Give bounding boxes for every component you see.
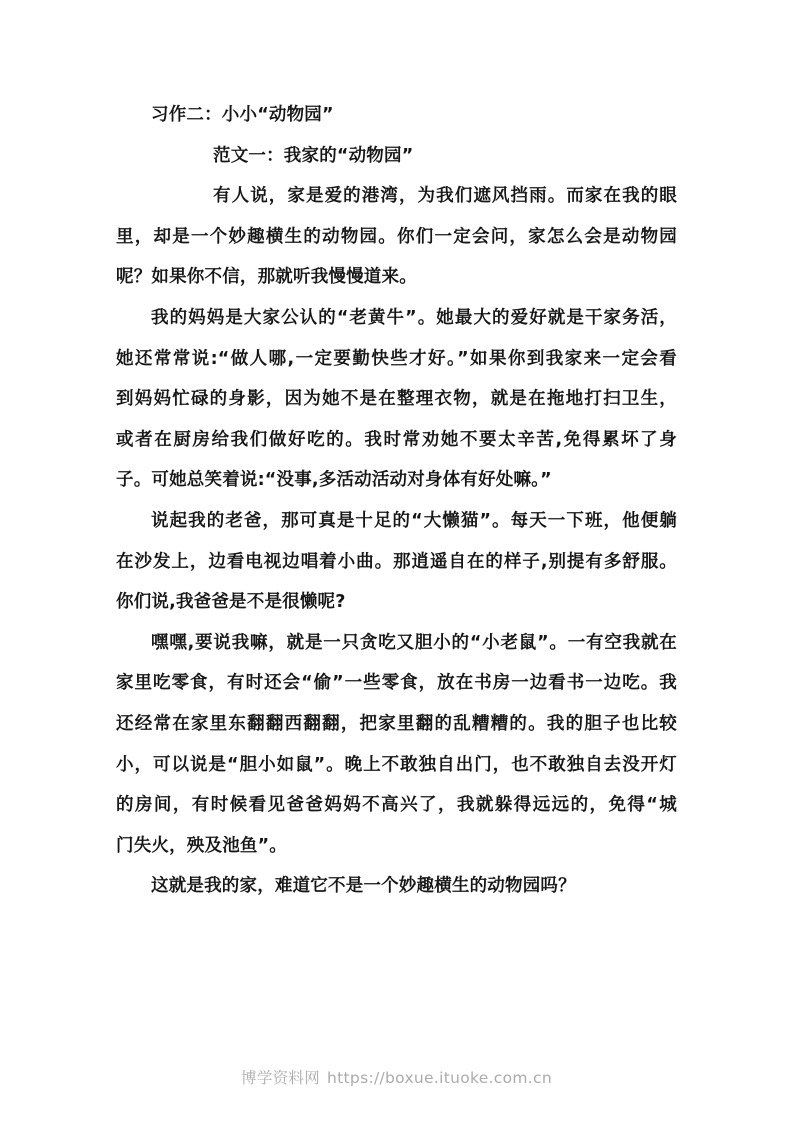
essay-line: 到妈妈忙碌的身影，因为她不是在整理衣物，就是在拖地打扫卫生， (116, 389, 677, 410)
essay-line: 里，却是一个妙趣横生的动物园。你们一定会问，家怎么会是动物园 (116, 226, 677, 247)
essay-line: 小，可以说是“胆小如鼠”。晚上不敢独自出门，也不敢独自去没开灯 (116, 754, 677, 775)
essay-line: 子。可她总笑着说:“没事,多活动活动对身体有好处嘛。” (116, 470, 552, 491)
essay-line: 在沙发上，边看电视边唱着小曲。那逍遥自在的样子,别提有多舒服。 (116, 551, 677, 572)
essay-line: 家里吃零食，有时还会“偷”一些零食，放在书房一边看书一边吃。我 (116, 673, 677, 694)
essay-line: 还经常在家里东翻翻西翻翻，把家里翻的乱糟糟的。我的胆子也比较 (116, 713, 677, 734)
essay-line: 嘿嘿,要说我嘛，就是一只贪吃又胆小的“小老鼠”。一有空我就在 (151, 632, 677, 653)
footer-url: https://boxue.ituoke.com.cn (327, 1069, 552, 1087)
essay-body (116, 95, 677, 907)
essay-line: 这就是我的家，难道它不是一个妙趣横生的动物园吗？ (151, 876, 576, 897)
page-footer (0, 1066, 793, 1088)
essay-line: 或者在厨房给我们做好吃的。我时常劝她不要太辛苦,免得累坏了身 (116, 429, 677, 450)
essay-line: 呢？如果你不信，那就听我慢慢道来。 (116, 267, 417, 288)
essay-line: 说起我的老爸，那可真是十足的“大懒猫”。每天一下班，他便躺 (151, 510, 677, 531)
essay-line: 你们说,我爸爸是不是很懒呢? (116, 592, 346, 613)
essay-subtitle: 范文一：我家的“动物园” (213, 145, 414, 166)
essay-line: 她还常常说:“做人哪,一定要勤快些才好。”如果你到我家来一定会看 (116, 348, 677, 369)
essay-line: 门失火，殃及池鱼”。 (116, 835, 288, 856)
essay-title: 习作二：小小“动物园” (151, 105, 334, 125)
essay-line: 的房间，有时候看见爸爸妈妈不高兴了，我就躲得远远的，免得“城 (116, 795, 677, 816)
essay-line: 有人说，家是爱的港湾，为我们遮风挡雨。而家在我的眼 (213, 186, 677, 207)
footer-site-name: 博学资料网 (241, 1069, 321, 1087)
essay-line: 我的妈妈是大家公认的“老黄牛”。她最大的爱好就是干家务活， (151, 307, 677, 328)
